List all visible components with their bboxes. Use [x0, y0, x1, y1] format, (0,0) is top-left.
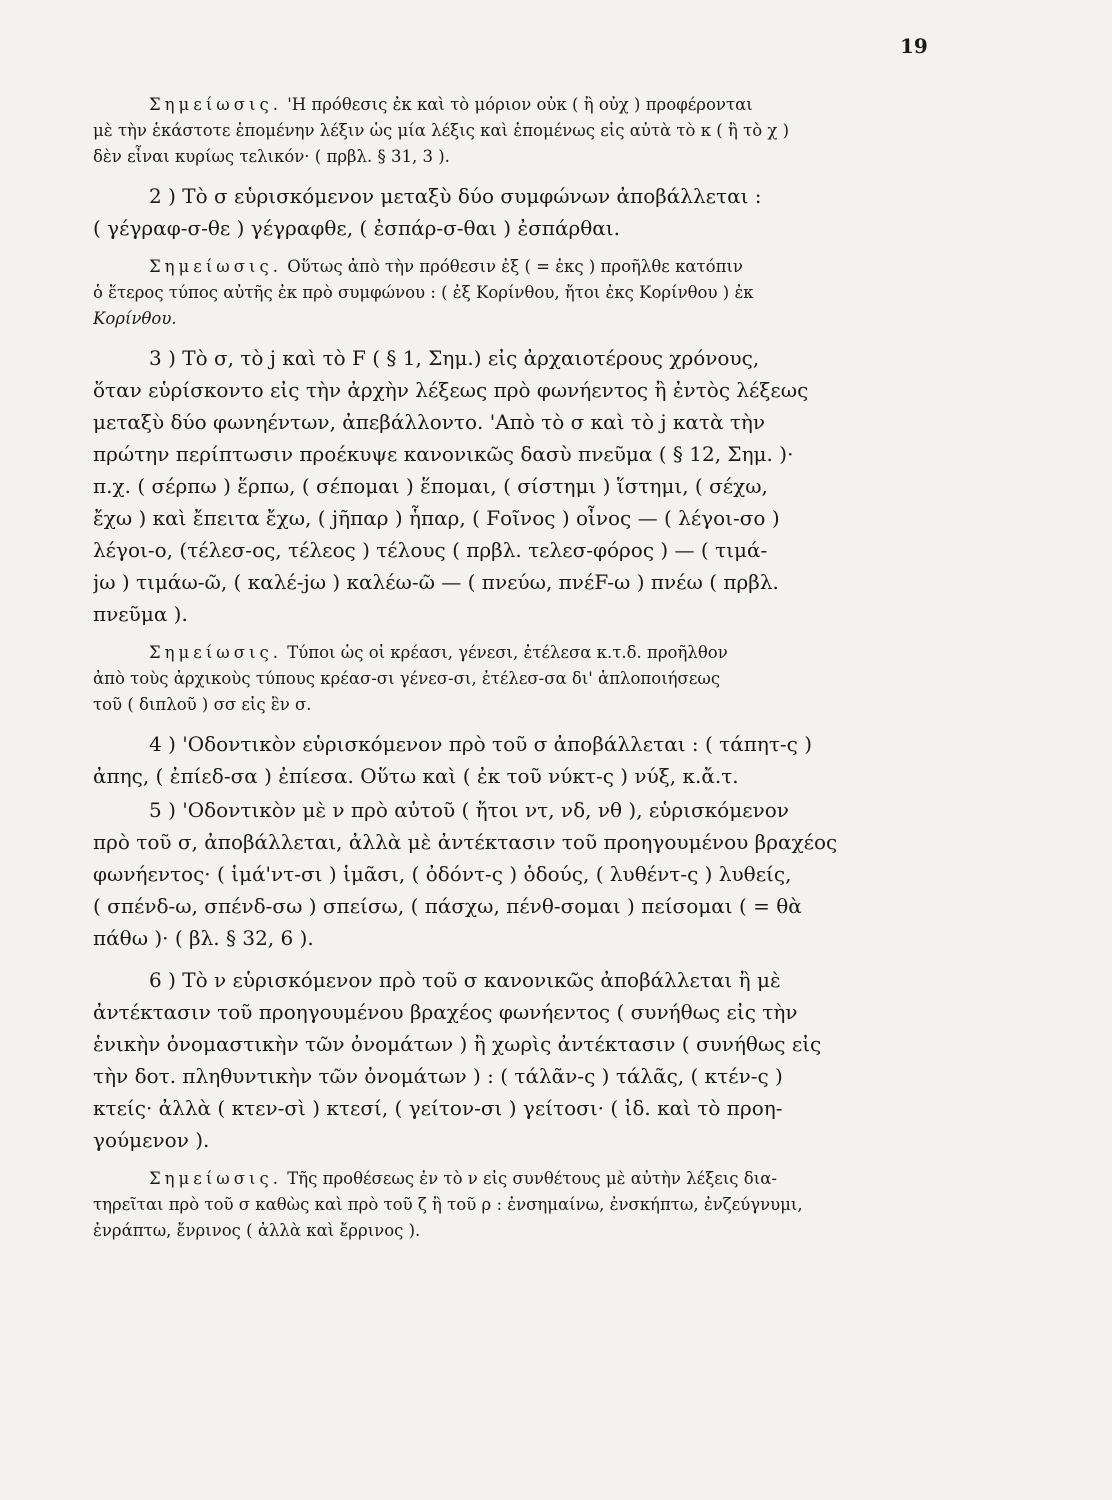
text-line: ἐνράπτω, ἔνρινος ( ἀλλὰ καὶ ἔρρινος ). — [93, 1221, 421, 1240]
note-block — [93, 640, 943, 718]
page-body — [93, 92, 943, 1254]
rule-paragraph — [93, 180, 943, 244]
page-number: 19 — [900, 34, 928, 58]
text-line: γούμενον ). — [93, 1128, 210, 1152]
text-line: λέγοι-ο, (τέλεσ-ος, τέλεος ) τέλους ( πρβλ. τελεσ-φόρος ) — ( τιμά- — [93, 538, 768, 562]
note-label: Σημείωσις. — [149, 257, 282, 276]
text-line: 2 ) Τὸ σ εὑρισκόμενον μεταξὺ δύο συμφώνων ἀποβάλλεται : — [149, 184, 762, 208]
text-line: π.χ. ( σέρπω ) ἕρπω, ( σέπομαι ) ἕπομαι, ( σίστημι ) ἵστημι, ( σέχω, — [93, 474, 768, 498]
text-line: ὁ ἕτερος τύπος αὐτῆς ἐκ πρὸ συμφώνου : ( ἐξ Κορίνθου, ἤτοι ἐκς Κορίνθου ) ἐκ — [93, 283, 754, 302]
text-line: ὅταν εὑρίσκοντο εἰς τὴν ἀρχὴν λέξεως πρὸ φωνήεντος ἢ ἐντὸς λέξεως — [93, 378, 809, 402]
rule-paragraph — [93, 342, 943, 630]
text-line: δὲν εἶναι κυρίως τελικόν· ( πρβλ. § 31, 3 ). — [93, 147, 450, 166]
text-line: ( γέγραφ-σ-θε ) γέγραφθε, ( ἐσπάρ-σ-θαι ) ἐσπάρθαι. — [93, 216, 621, 240]
note-label: Σημείωσις. — [149, 1169, 282, 1188]
note-block — [93, 1166, 943, 1244]
text-line — [93, 640, 943, 666]
text-line: μεταξὺ δύο φωνηέντων, ἀπεβάλλοντο. 'Απὸ τὸ σ καὶ τὸ j κατὰ τὴν — [93, 410, 766, 434]
text-line: τὴν δοτ. πληθυντικὴν τῶν ὀνομάτων ) : ( τάλᾶν-ς ) τάλᾶς, ( κτέν-ς ) — [93, 1064, 783, 1088]
text-line: τοῦ ( διπλοῦ ) σσ εἰς ἓν σ. — [93, 695, 312, 714]
text-line: μὲ τὴν ἑκάστοτε ἑπομένην λέξιν ὡς μία λέξις καὶ ἑπομένως εἰς αὐτὰ τὸ κ ( ἢ τὸ χ ) — [93, 121, 790, 140]
note-text: Τῆς προθέσεως ἐν τὸ ν εἰς συνθέτους μὲ αὐτὴν λέξεις δια- — [287, 1169, 777, 1188]
text-line — [93, 92, 943, 118]
note-block — [93, 92, 943, 170]
text-line: ἔχω ) καὶ ἔπειτα ἔχω, ( jῆπαρ ) ἧπαρ, ( Fοῖνος ) οἶνος — ( λέγοι-σο ) — [93, 506, 780, 530]
text-line: ἀπὸ τοὺς ἀρχικοὺς τύπους κρέασ-σι γένεσ-σι, ἐτέλεσ-σα δι' ἁπλοποιήσεως — [93, 669, 721, 688]
text-line: Κορίνθου. — [93, 309, 177, 328]
text-line: φωνήεντος· ( ἱμά'ντ-σι ) ἱμᾶσι, ( ὀδόντ-ς ) ὀδούς, ( λυθέντ-ς ) λυθείς, — [93, 862, 792, 886]
text-line: jω ) τιμάω-ῶ, ( καλέ-jω ) καλέω-ῶ — ( πνεύω, πνέF-ω ) πνέω ( πρβλ. — [93, 570, 779, 594]
rule-paragraph — [93, 728, 943, 792]
note-block — [93, 254, 943, 332]
text-line: 4 ) 'Οδοντικὸν εὑρισκόμενον πρὸ τοῦ σ ἀποβάλλεται : ( τάπητ-ς ) — [149, 732, 813, 756]
note-label: Σημείωσις. — [149, 95, 282, 114]
note-text: Τύποι ὡς οἱ κρέασι, γένεσι, ἐτέλεσα κ.τ.δ. προῆλθον — [287, 643, 728, 662]
rule-paragraph — [93, 794, 943, 954]
text-line: ἑνικὴν ὀνομαστικὴν τῶν ὀνομάτων ) ἢ χωρὶς ἀντέκτασιν ( συνήθως εἰς — [93, 1032, 822, 1056]
text-line — [93, 254, 943, 280]
text-line: 6 ) Τὸ ν εὑρισκόμενον πρὸ τοῦ σ κανονικῶς ἀποβάλλεται ἢ μὲ — [149, 968, 781, 992]
text-line: πρὸ τοῦ σ, ἀποβάλλεται, ἀλλὰ μὲ ἀντέκτασιν τοῦ προηγουμένου βραχέος — [93, 830, 838, 854]
text-line — [93, 1166, 943, 1192]
text-line: τηρεῖται πρὸ τοῦ σ καθὼς καὶ πρὸ τοῦ ζ ἢ τοῦ ρ : ἐνσημαίνω, ἐνσκήπτω, ἐνζεύγνυμι, — [93, 1195, 803, 1214]
text-line: ἀντέκτασιν τοῦ προηγουμένου βραχέος φωνήεντος ( συνήθως εἰς τὴν — [93, 1000, 798, 1024]
note-text: 'Η πρόθεσις ἐκ καὶ τὸ μόριον οὐκ ( ἢ οὐχ ) προφέρονται — [287, 95, 753, 114]
rule-paragraph — [93, 964, 943, 1156]
text-line: πρώτην περίπτωσιν προέκυψε κανονικῶς δασὺ πνεῦμα ( § 12, Σημ. )· — [93, 442, 794, 466]
text-line: ἀπης, ( ἐπίεδ-σα ) ἐπίεσα. Οὕτω καὶ ( ἐκ τοῦ νύκτ-ς ) νύξ, κ.ἄ.τ. — [93, 764, 739, 788]
text-line: 5 ) 'Οδοντικὸν μὲ ν πρὸ αὐτοῦ ( ἤτοι ντ, νδ, νθ ), εὑρισκόμενον — [149, 798, 789, 822]
note-text: Οὕτως ἀπὸ τὴν πρόθεσιν ἐξ ( = ἐκς ) προῆλθε κατόπιν — [287, 257, 743, 276]
text-line: 3 ) Τὸ σ, τὸ j καὶ τὸ F ( § 1, Σημ.) εἰς ἀρχαιοτέρους χρόνους, — [149, 346, 760, 370]
text-line: πάθω )· ( βλ. § 32, 6 ). — [93, 926, 314, 950]
text-line: ( σπένδ-ω, σπένδ-σω ) σπείσω, ( πάσχω, πένθ-σομαι ) πείσομαι ( = θὰ — [93, 894, 802, 918]
text-line: πνεῦμα ). — [93, 602, 188, 626]
text-line: κτείς· ἀλλὰ ( κτεν-σὶ ) κτεσί, ( γείτον-σι ) γείτοσι· ( ἰδ. καὶ τὸ προη- — [93, 1096, 783, 1120]
note-label: Σημείωσις. — [149, 643, 282, 662]
